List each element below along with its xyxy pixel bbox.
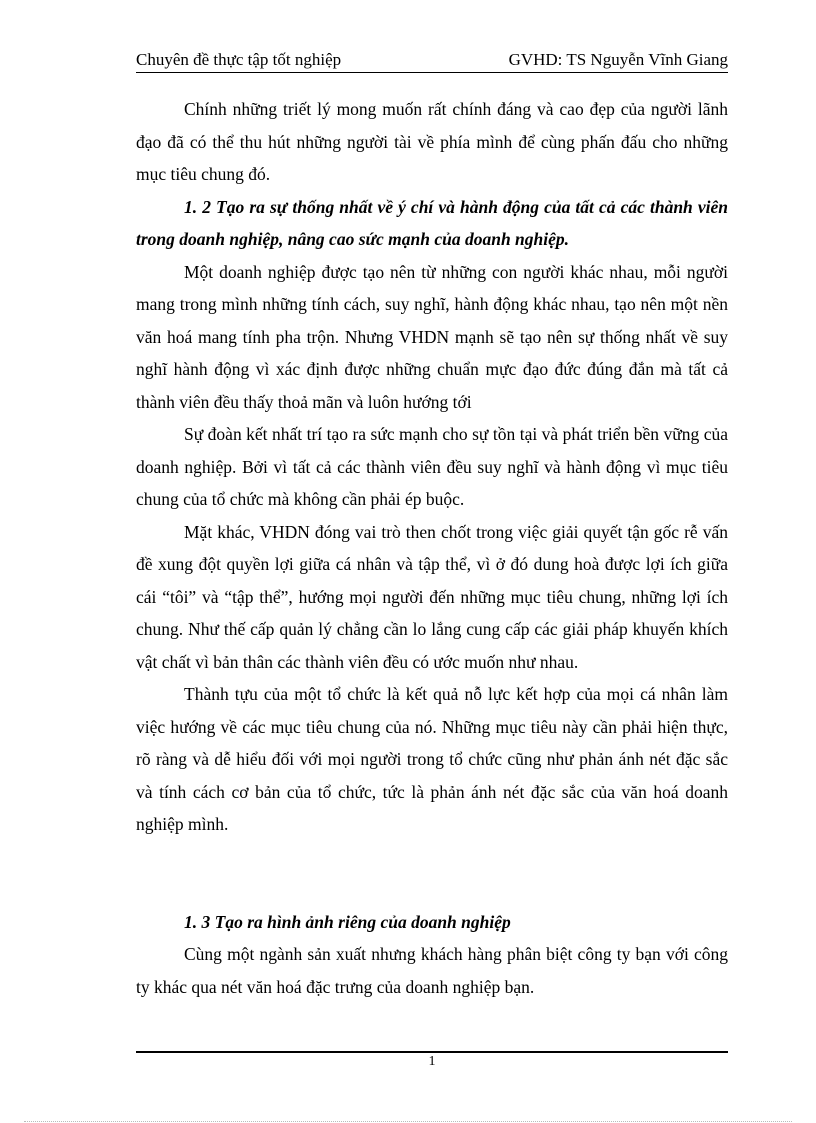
header-advisor: GVHD: TS Nguyễn Vĩnh Giang: [508, 50, 728, 69]
header-title: Chuyên đề thực tập tốt nghiệp: [136, 50, 342, 69]
section-heading-1-2: 1. 2 Tạo ra sự thống nhất về ý chí và hành động của tất cả các thành viên trong doanh nghiệp, nâng cao sức mạnh của doanh nghiệp.: [136, 196, 728, 249]
paragraph-1: Chính những triết lý mong muốn rất chính đáng và cao đẹp của người lãnh đạo đã có thể thu hút những người tài về phía mình để cùng phấn đấu cho những mục tiêu chung đó.: [136, 99, 728, 184]
paragraph-6: Cùng một ngành sản xuất nhưng khách hàng phân biệt công ty bạn với công ty khác qua nét văn hoá đặc trưng của doanh nghiệp bạn.: [136, 944, 728, 997]
document-body: [136, 93, 728, 1003]
paragraph-2: Một doanh nghiệp được tạo nên từ những con người khác nhau, mỗi người mang trong mình những tính cách, suy nghĩ, hành động khác nhau, tạo nên một nền văn hoá mang tính pha trộn. Nhưng VHDN mạnh sẽ tạo nên sự thống nhất về suy nghĩ hành động vì xác định được những chuẩn mực đạo đức đúng đắn mà tất cả thành viên đều thấy thoả mãn và luôn hướng tới: [136, 261, 728, 412]
footer-rule: [136, 1051, 728, 1053]
paragraph-4: Mặt khác, VHDN đóng vai trò then chốt trong việc giải quyết tận gốc rễ vấn đề xung đột quyền lợi giữa cá nhân và tập thể, vì ở đó dung hoà được lợi ích giữa cái “tôi” và “tập thể”, hướng mọi người đến những mục tiêu chung, những lợi ích chung. Như thế cấp quản lý chẳng cần lo lắng cung cấp các giải pháp khuyến khích vật chất vì bản thân các thành viên đều có ước muốn như nhau.: [136, 521, 728, 672]
section-heading-1-3: 1. 3 Tạo ra hình ảnh riêng của doanh nghiệp: [184, 911, 511, 932]
paragraph-5: Thành tựu của một tổ chức là kết quả nỗ lực kết hợp của mọi cá nhân làm việc hướng về các mục tiêu chung của nó. Những mục tiêu này cần phải hiện thực, rõ ràng và dễ hiểu đối với mọi người trong tổ chức cũng như phản ánh nét đặc sắc và tính cách cơ bản của tổ chức, tức là phản ánh nét đặc sắc của văn hoá doanh nghiệp mình.: [136, 684, 728, 834]
page-edge-divider: [24, 1121, 792, 1122]
page-number: 1: [428, 1054, 436, 1069]
paragraph-3: Sự đoàn kết nhất trí tạo ra sức mạnh cho sự tồn tại và phát triển bền vững của doanh nghiệp. Bởi vì tất cả các thành viên đều suy nghĩ và hành động vì mục tiêu chung của tổ chức mà không cần phải ép buộc.: [136, 424, 728, 509]
blank-space: [136, 841, 728, 906]
page-header: [136, 50, 728, 73]
